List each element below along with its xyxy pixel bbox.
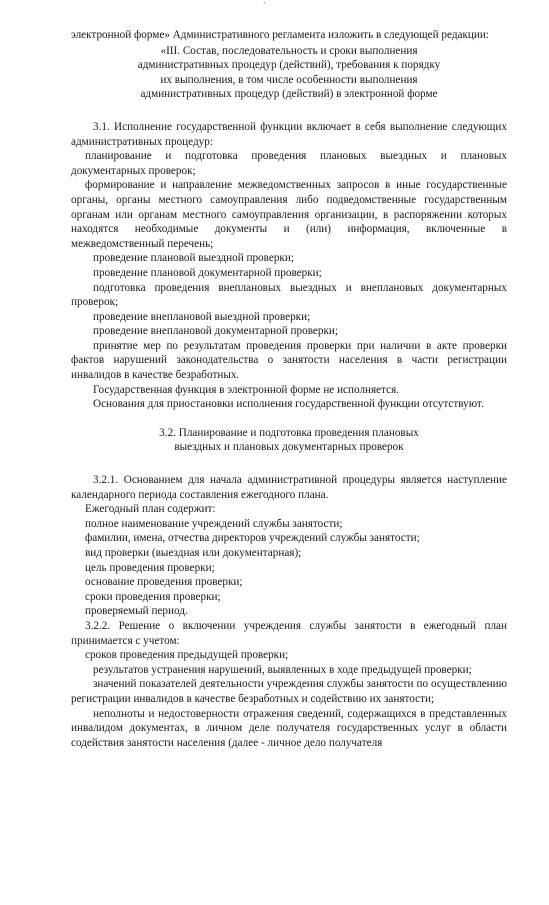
intro-paragraph: электронной форме» Административного регламента изложить в следующей редакции: <box>71 29 489 41</box>
scan-mark: ` <box>263 1 266 10</box>
section-3-2-heading <box>71 426 507 455</box>
list-item: проверяемый период. <box>85 605 188 618</box>
section-3-heading-line: административных процедур (действий) в электронной форме <box>140 88 438 101</box>
list-item: сроки проведения проверки; <box>85 590 221 603</box>
section-3-heading <box>71 44 507 102</box>
list-item: планирование и подготовка проведения плановых выездных и плановых документарных проверок; <box>71 150 507 177</box>
section-3-heading-line: их выполнения, в том числе особенности выполнения <box>160 73 418 86</box>
list-item: вид проверки (выездная или документарная); <box>85 547 302 559</box>
list-intro: Ежегодный план содержит: <box>85 503 216 516</box>
section-3-2 <box>71 473 507 750</box>
paragraph-3-2-2: 3.2.2. Решение о включении учреждения службы занятости в ежегодный план принимается с учетом: <box>71 619 507 647</box>
list-item: проведение плановой документарной проверки; <box>93 266 322 279</box>
section-3-1 <box>71 120 507 412</box>
note-paragraph: Основания для приостановки исполнения государственной функции отсутствуют. <box>93 398 484 411</box>
section-3-heading-line: «III. Состав, последовательность и сроки выполнения <box>160 44 418 57</box>
list-item: формирование и направление межведомственных запросов в иные государственные органы, органы местного самоуправления либо подведомственные государственным органам или органам местного самоуправления организации, в распоряжении которых находятся необходимые документы и (или) информация, включенные в межведомственный перечень; <box>71 179 507 250</box>
section-3-2-heading-line: выездных и плановых документарных проверок <box>174 441 404 454</box>
list-item: значений показателей деятельности учреждения службы занятости по осуществлению регистрации инвалидов в качестве безработных и содействию их занятости; <box>71 678 507 705</box>
list-item: основание проведения проверки; <box>85 576 243 589</box>
list-item: проведение плановой выездной проверки; <box>93 252 294 265</box>
paragraph-3-1: 3.1. Исполнение государственной функции включает в себя выполнение следующих административных процедур: <box>71 120 507 148</box>
list-item: фамилии, имена, отчества директоров учреждений службы занятости; <box>85 532 420 545</box>
section-3-heading-line: административных процедур (действий), требования к порядку <box>137 59 441 72</box>
note-paragraph: Государственная функция в электронной форме не исполняется. <box>93 383 400 396</box>
list-item: принятие мер по результатам проведения проверки при наличии в акте проверки фактов нарушений законодательства о занятости населения в части регистрации инвалидов в качестве безработных. <box>71 339 507 382</box>
list-item: результатов устранения нарушений, выявленных в ходе предыдущей проверки; <box>93 663 472 676</box>
list-item: проведение внеплановой документарной проверки; <box>93 325 339 338</box>
list-item: подготовка проведения внеплановых выездных и внеплановых документарных проверок; <box>71 281 507 309</box>
list-item: сроков проведения предыдущей проверки; <box>85 649 289 662</box>
list-item: проведение внеплановой выездной проверки; <box>93 310 311 323</box>
paragraph-3-2-1: 3.2.1. Основанием для начала административной процедуры является наступление календарного периода составления ежегодного плана. <box>71 474 507 501</box>
document-body <box>71 28 507 750</box>
list-item: неполноты и недостоверности отражения сведений, содержащихся в представленных инвалидом документах, в личном деле получателя государственных услуг в области содействия занятости населения (далее - личное дело получателя <box>71 707 507 749</box>
list-item: полное наименование учреждений службы занятости; <box>85 517 343 530</box>
section-3-2-heading-line: 3.2. Планирование и подготовка проведения плановых <box>159 426 419 439</box>
list-item: цель проведения проверки; <box>85 561 215 574</box>
